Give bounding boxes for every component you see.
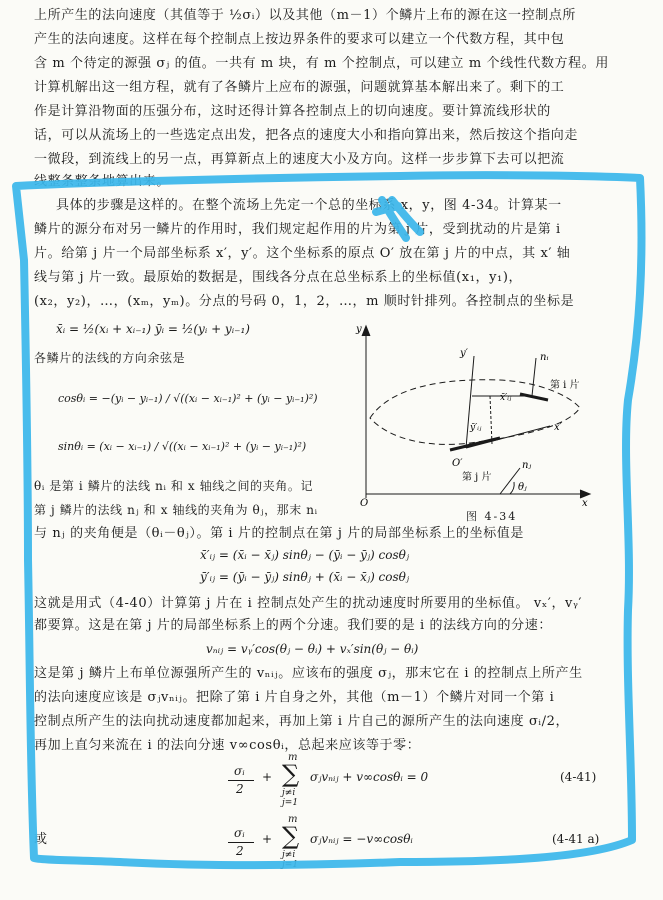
text-line: θᵢ 是第 i 鳞片的法线 nᵢ 和 x 轴线之间的夹角。记 [34,479,314,493]
figure-label: nⱼ [522,460,532,471]
equation-number: (4-41) [560,770,597,784]
equation-4-41a: σᵢ 2 + m ∑ j≠i j=1 σⱼvₙᵢⱼ = −v∞cosθᵢ [228,820,528,876]
text-line: 片。给第 j 片一个局部坐标系 x′，y′。这个坐标系的原点 O′ 放在第 j 片的中点，其 x′ 轴 [34,246,571,261]
label-direction-cosine: 各鳞片的法线的方向余弦是 [34,351,186,365]
sum-lower-limit: j=1 [282,798,299,808]
formula-sin: sinθᵢ = (xᵢ − xᵢ₋₁) / √((xᵢ − xᵢ₋₁)² + (yᵢ − yᵢ₋₁)²) [58,440,307,453]
fraction-denominator: 2 [236,844,244,858]
sigma-sum-icon: ∑ [282,760,300,788]
figure-label: y′ [460,348,468,359]
formula-vn: vₙᵢⱼ = vᵧ′cos(θⱼ − θᵢ) + vₓ′sin(θⱼ − θᵢ) [206,642,419,656]
figure-label: θⱼ [518,482,527,493]
equation-number: (4-41 a) [552,832,600,846]
figure-label: x̄′ᵢⱼ [500,393,512,403]
equation-remainder: σⱼvₙᵢⱼ = −v∞cosθᵢ [310,832,413,846]
fraction-numerator: σᵢ [234,764,245,778]
text-line: (x₂，y₂)，…，(xₘ，yₘ)。分点的号码 0，1，2，…，m 顺时针排列。各控制点的坐标是 [34,294,575,309]
text-line: 再加上直匀来流在 i 的法向分速 v∞cosθᵢ，总起来应该等于零： [34,738,421,753]
fraction-numerator: σᵢ [234,826,245,840]
figure-4-34 [350,318,600,508]
text-line: 的法向速度应该是 σⱼvₙᵢⱼ。把除了第 i 片自身之外，其他（m－1）个鳞片对同一个第 i [34,690,555,705]
figure-caption: 图 4-34 [466,510,518,523]
text-line: 产生的法向速度。这样在每个控制点上按边界条件的要求可以建立一个代数方程，其中包 [34,32,565,47]
yprime-axis [466,356,474,448]
formula-xprime: x̄′ᵢⱼ = (x̄ᵢ − x̄ⱼ) sinθⱼ − (ȳᵢ − ȳⱼ) cosθⱼ [200,548,410,562]
figure-label: 第 i 片 [550,380,580,391]
text-line: 控制点所产生的法向扰动速度都加起来，再加上第 i 片自己的源所产生的法向速度 σᵢ/2， [34,714,570,729]
text-line: 这是第 j 鳞片上布单位源强所产生的 vₙᵢⱼ。应该布的强度 σⱼ，那末它在 i 的控制点上所产生 [34,666,583,681]
sigma-sum-icon: ∑ [282,822,300,850]
sum-lower-limit: j=1 [282,860,299,870]
text-line: 含 m 个待定的源强 σⱼ 的值。一共有 m 块，有 m 个控制点，可以建立 m 个线性代数方程。用 [34,56,609,71]
figure-label: x′ [554,422,562,433]
text-line: 计算机解出这一组方程，就有了各鳞片上应布的源强，问题就算基本解出来了。剩下的工 [34,80,565,95]
figure-label: 第 j 片 [462,472,492,483]
ni-normal [532,358,536,396]
text-line: 一微段，到流线上的另一点，再算新点上的速度大小及方向。这样一步步算下去可以把流 [34,152,565,167]
text-line: 作是计算沿物面的压强分布，这时还得计算各控制点上的切向速度。要计算流线形状的 [34,104,551,119]
airfoil-contour [370,380,580,445]
text-line: 都要算。这是在第 j 片的局部坐标系上的两个分速。我们要的是 i 的法线方向的分速： [34,618,552,633]
equation-remainder: σⱼvₙᵢⱼ + v∞cosθᵢ = 0 [310,770,429,784]
theta-arc [510,482,514,494]
figure-label: nᵢ [540,352,549,363]
text-line: 具体的步骤是这样的。在整个流场上先定一个总的坐标系 x，y，图 4-34。计算某一 [56,198,562,213]
text-line: 鳞片的源分布对另一鳞片的作用时，我们规定起作用的片为第 j 片，受到扰动的片是第 i [34,222,561,237]
figure-label: O [360,498,369,508]
x-axis-arrow [580,490,590,498]
figure-label: y [356,324,362,335]
formula-yprime: ȳ′ᵢⱼ = (ȳᵢ − ȳⱼ) sinθⱼ + (x̄ᵢ − x̄ⱼ) cosθⱼ [200,570,410,584]
figure-label: x [582,498,588,508]
normal-nj [500,468,520,494]
sum-upper-limit: m [288,752,298,763]
sum-lower-limit: j≠i [282,788,296,798]
y-axis-arrow [362,326,370,336]
equation-4-41: σᵢ 2 + m ∑ j≠i j=1 σⱼvₙᵢⱼ + v∞cosθᵢ = 0 [228,758,528,814]
fraction-denominator: 2 [236,782,244,796]
formula-midpoint: x̄ᵢ = ½(xᵢ + xᵢ₋₁) ȳᵢ = ½(yᵢ + yᵢ₋₁) [56,322,250,336]
panel-i [520,394,548,400]
sum-lower-limit: j≠i [282,850,296,860]
text-line: 第 j 鳞片的法线 nⱼ 和 x 轴线的夹角为 θⱼ，那末 nᵢ [34,503,318,517]
word-or: 或 [34,832,48,847]
figure-label: ȳ′ᵢⱼ [470,423,482,433]
formula-cos: cosθᵢ = −(yᵢ − yᵢ₋₁) / √((xᵢ − xᵢ₋₁)² + (yᵢ − yᵢ₋₁)²) [58,392,318,405]
figure-label: O′ [452,458,463,469]
text-line: 话，可以从流场上的一些选定点出发，把各点的速度大小和指向算出来，然后按这个指向走 [34,128,579,143]
text-line: 线与第 j 片一致。最原始的数据是，围线各分点在总坐标系上的坐标值(x₁，y₁)， [34,270,523,285]
text-line: 这就是用式（4-40）计算第 j 片在 i 控制点处产生的扰动速度时所要用的坐标值。 vₓ′，vᵧ′ [34,596,583,611]
yij-dimension [490,396,492,444]
sum-upper-limit: m [288,814,298,825]
text-line: 上所产生的法向速度（其值等于 ½σᵢ）以及其他（m－1）个鳞片上布的源在这一控制点所 [34,8,577,23]
text-line: 线整条整条地算出来。 [34,174,171,189]
panel-j [450,438,500,450]
text-line: 与 nⱼ 的夹角便是（θᵢ－θⱼ）。第 i 片的控制点在第 j 片的局部坐标系上的坐标值是 [34,526,524,541]
